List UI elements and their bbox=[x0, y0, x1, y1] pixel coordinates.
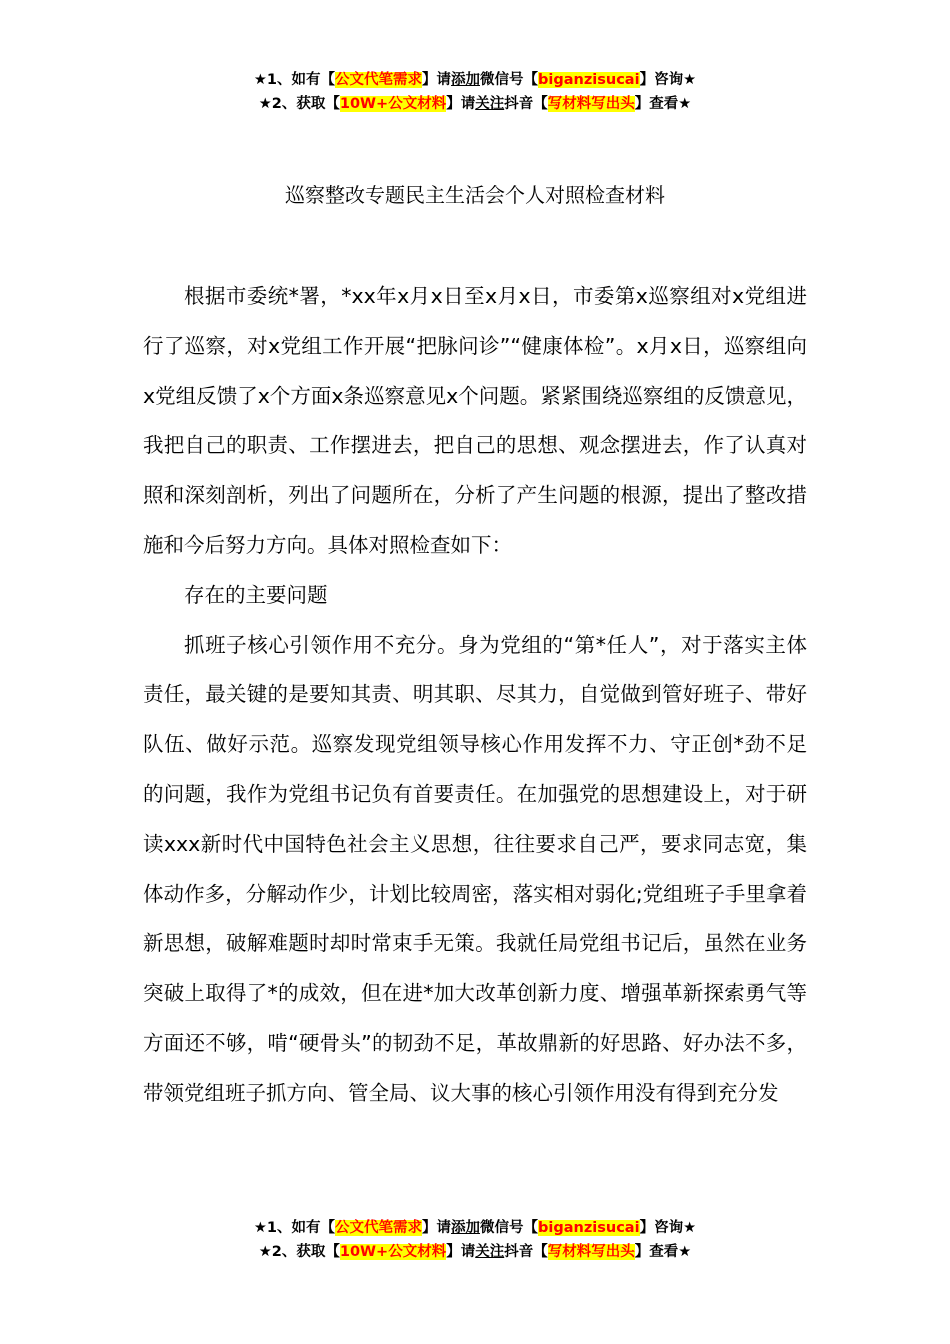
star-icon: ★ bbox=[678, 1244, 692, 1260]
star-icon: ★ bbox=[253, 1220, 267, 1236]
banner-line-1 bbox=[0, 1216, 950, 1240]
banner-text: 抖音【 bbox=[504, 96, 548, 112]
banner-text: 】请 bbox=[422, 1220, 452, 1236]
banner-text: 抖音【 bbox=[504, 1244, 548, 1260]
footer-banner bbox=[0, 1216, 950, 1264]
banner-highlight: 公文代笔需求 bbox=[335, 1220, 423, 1236]
banner-underlined-text: 添加 bbox=[451, 1220, 481, 1236]
banner-highlight: 10W+公文材料 bbox=[339, 96, 447, 112]
banner-highlight: biganzisucai bbox=[538, 1220, 640, 1236]
star-icon: ★ bbox=[683, 1220, 697, 1236]
banner-line-2 bbox=[0, 1240, 950, 1264]
banner-highlight: 写材料写出头 bbox=[547, 1244, 635, 1260]
star-icon: ★ bbox=[253, 72, 267, 88]
banner-underlined-text: 关注 bbox=[475, 96, 505, 112]
banner-text: 1、如有【 bbox=[266, 1220, 336, 1236]
banner-text: 】咨询 bbox=[639, 72, 684, 88]
document-title: 巡察整改专题民主生活会个人对照检查材料 bbox=[285, 183, 665, 207]
star-icon: ★ bbox=[258, 96, 272, 112]
banner-highlight: 公文代笔需求 bbox=[335, 72, 423, 88]
banner-line-1 bbox=[0, 68, 950, 92]
banner-highlight: 写材料写出头 bbox=[547, 96, 635, 112]
star-icon: ★ bbox=[258, 1244, 272, 1260]
banner-underlined-text: 关注 bbox=[475, 1244, 505, 1260]
banner-text: 微信号【 bbox=[480, 1220, 539, 1236]
banner-text: 】咨询 bbox=[639, 1220, 684, 1236]
banner-line-2 bbox=[0, 92, 950, 116]
banner-text: 】查看 bbox=[634, 1244, 679, 1260]
paragraph-problem-1: 抓班子核心引领作用不充分。身为党组的“第*任人”，对于落实主体责任，最关键的是要知其责、明其职、尽其力，自觉做到管好班子、带好队伍、做好示范。巡察发现党组领导核心作用发挥不力、守正创*劲不足的问题，我作为党组书记负有首要责任。在加强党的思想建设上，对于研读xxx新时代中国特色社会主义思想，往往要求自己严，要求同志宽，集体动作多，分解动作少，计划比较周密，落实相对弱化;党组班子手里拿着新思想，破解难题时却时常束手无策。我就任局党组书记后，虽然在业务突破上取得了*的成效，但在进*加大改革创新力度、增强革新探索勇气等方面还不够，啃“硬骨头”的韧劲不足，革故鼎新的好思路、好办法不多，带领党组班子抓方向、管全局、议大事的核心引领作用没有得到充分发 bbox=[143, 632, 807, 1105]
banner-text: 1、如有【 bbox=[266, 72, 336, 88]
banner-text: 2、获取【 bbox=[271, 1244, 340, 1260]
section-heading: 存在的主要问题 bbox=[184, 582, 328, 607]
banner-text: 】请 bbox=[446, 96, 476, 112]
banner-highlight: biganzisucai bbox=[538, 72, 640, 88]
banner-text: 】请 bbox=[446, 1244, 476, 1260]
star-icon: ★ bbox=[683, 72, 697, 88]
header-banner bbox=[0, 68, 950, 116]
banner-text: 】请 bbox=[422, 72, 452, 88]
banner-highlight: 10W+公文材料 bbox=[339, 1244, 447, 1260]
banner-text: 微信号【 bbox=[480, 72, 539, 88]
star-icon: ★ bbox=[678, 96, 692, 112]
banner-text: 2、获取【 bbox=[271, 96, 340, 112]
banner-text: 】查看 bbox=[634, 96, 679, 112]
paragraph-intro: 根据市委统*署，*xx年x月x日至x月x日，市委第x巡察组对x党组进行了巡察，对x党组工作开展“把脉问诊”“健康体检”。x月x日，巡察组向x党组反馈了x个方面x条巡察意见x个问题。紧紧围绕巡察组的反馈意见，我把自己的职责、工作摆进去，把自己的思想、观念摆进去，作了认真对照和深刻剖析，列出了问题所在，分析了产生问题的根源，提出了整改措施和今后努力方向。具体对照检查如下： bbox=[143, 284, 807, 557]
banner-underlined-text: 添加 bbox=[451, 72, 481, 88]
document-body bbox=[143, 272, 807, 1119]
